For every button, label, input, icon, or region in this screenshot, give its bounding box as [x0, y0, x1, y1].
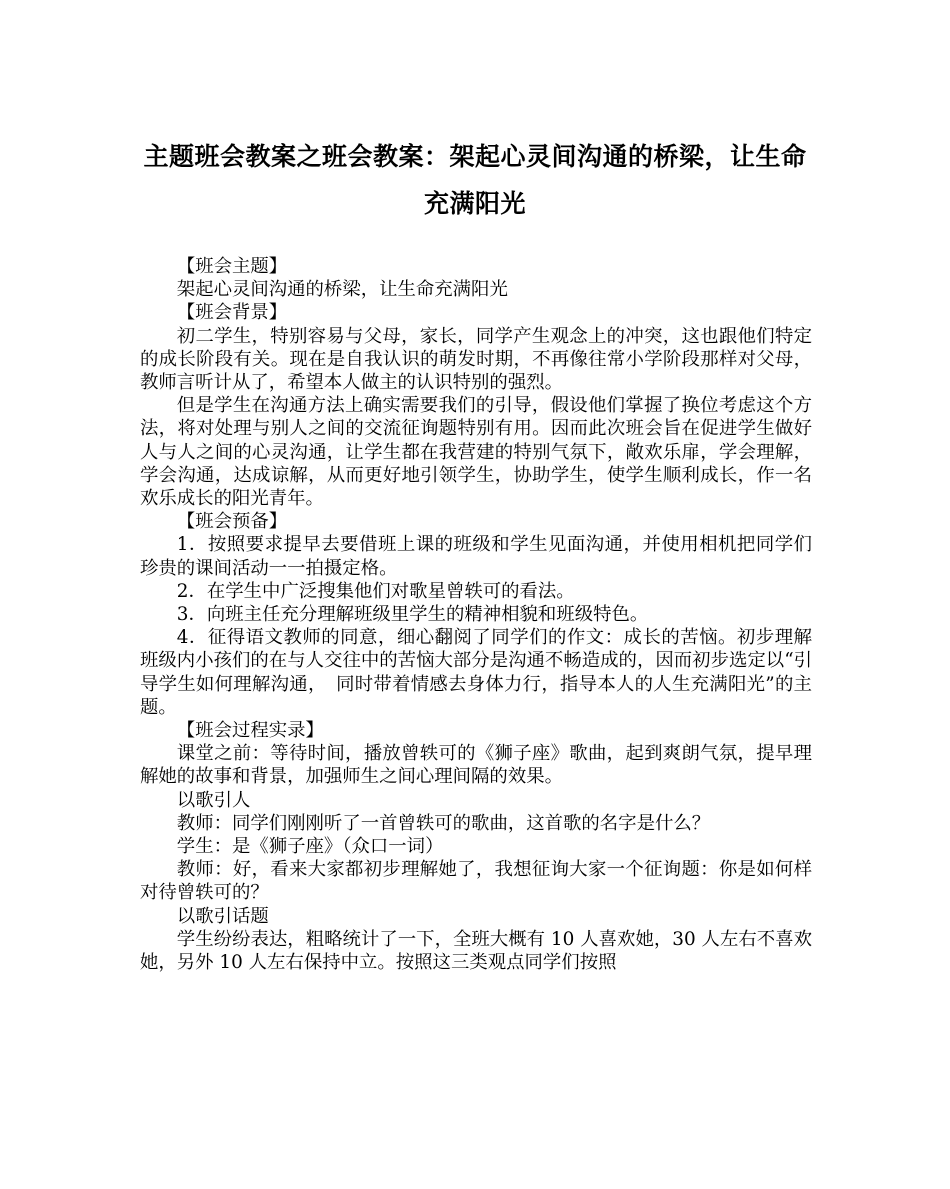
- paragraph: 架起心灵间沟通的桥梁，让生命充满阳光: [176, 279, 508, 301]
- paragraph: 教师：同学们刚刚听了一首曾轶可的歌曲，这首歌的名字是什么？: [176, 812, 711, 834]
- paragraph: 以歌引人: [176, 789, 251, 811]
- section-heading-theme: 【班会主题】: [176, 256, 288, 277]
- section-heading-background: 【班会背景】: [176, 302, 288, 324]
- paragraph: 学生：是《狮子座》（众口一词）: [176, 836, 444, 858]
- section-heading-process: 【班会过程实录】: [176, 720, 324, 742]
- document-body: [140, 255, 812, 974]
- list-item: 1．按照要求提早去要借班上课的班级和学生见面沟通，并使用相机把同学们珍贵的课间活动一一拍摄定格。: [140, 534, 812, 579]
- list-item: 2．在学生中广泛搜集他们对歌星曾轶可的看法。: [176, 580, 575, 602]
- paragraph: 教师：好，看来大家都初步理解她了，我想征询大家一个征询题：你是如何样对待曾轶可的？: [140, 859, 812, 904]
- paragraph: 但是学生在沟通方法上确实需要我们的引导，假设他们掌握了换位考虑这个方法，将对处理与别人之间的交流征询题特别有用。因而此次班会旨在促进学生做好人与人之间的心灵沟通，让学生都在我营建的特别气氛下，敞欢乐扉，学会理解，学会沟通，达成谅解，从而更好地引领学生，协助学生，使学生顺利成长，作一名欢乐成长的阳光青年。: [140, 395, 812, 510]
- paragraph: 课堂之前：等待时间，播放曾轶可的《狮子座》歌曲，起到爽朗气氛，提早理解她的故事和背景，加强师生之间心理间隔的效果。: [140, 743, 812, 788]
- paragraph: 以歌引话题: [176, 905, 269, 927]
- document-title: 主题班会教案之班会教案：架起心灵间沟通的桥梁，让生命充满阳光: [143, 142, 807, 218]
- paragraph: 学生纷纷表达，粗略统计了一下，全班大概有 10 人喜欢她，30 人左右不喜欢她，另外 10 人左右保持中立。按照这三类观点同学们按照: [140, 928, 812, 974]
- paragraph: 初二学生，特别容易与父母，家长，同学产生观念上的冲突，这也跟他们特定的成长阶段有关。现在是自我认识的萌发时期，不再像往常小学阶段那样对父母，教师言听计从了，希望本人做主的认识特别的强烈。: [140, 325, 812, 394]
- section-heading-preparation: 【班会预备】: [176, 511, 288, 533]
- list-item: 3．向班主任充分理解班级里学生的精神相貌和班级特色。: [176, 604, 649, 626]
- list-item: 4．征得语文教师的同意，细心翻阅了同学们的作文：成长的苦恼。初步理解班级内小孩们的在与人交往中的苦恼大部分是沟通不畅造成的，因而初步选定以“引导学生如何理解沟通， 同时带着情感去身体力行，指导本人的人生充满阳光”的主题。: [140, 627, 812, 718]
